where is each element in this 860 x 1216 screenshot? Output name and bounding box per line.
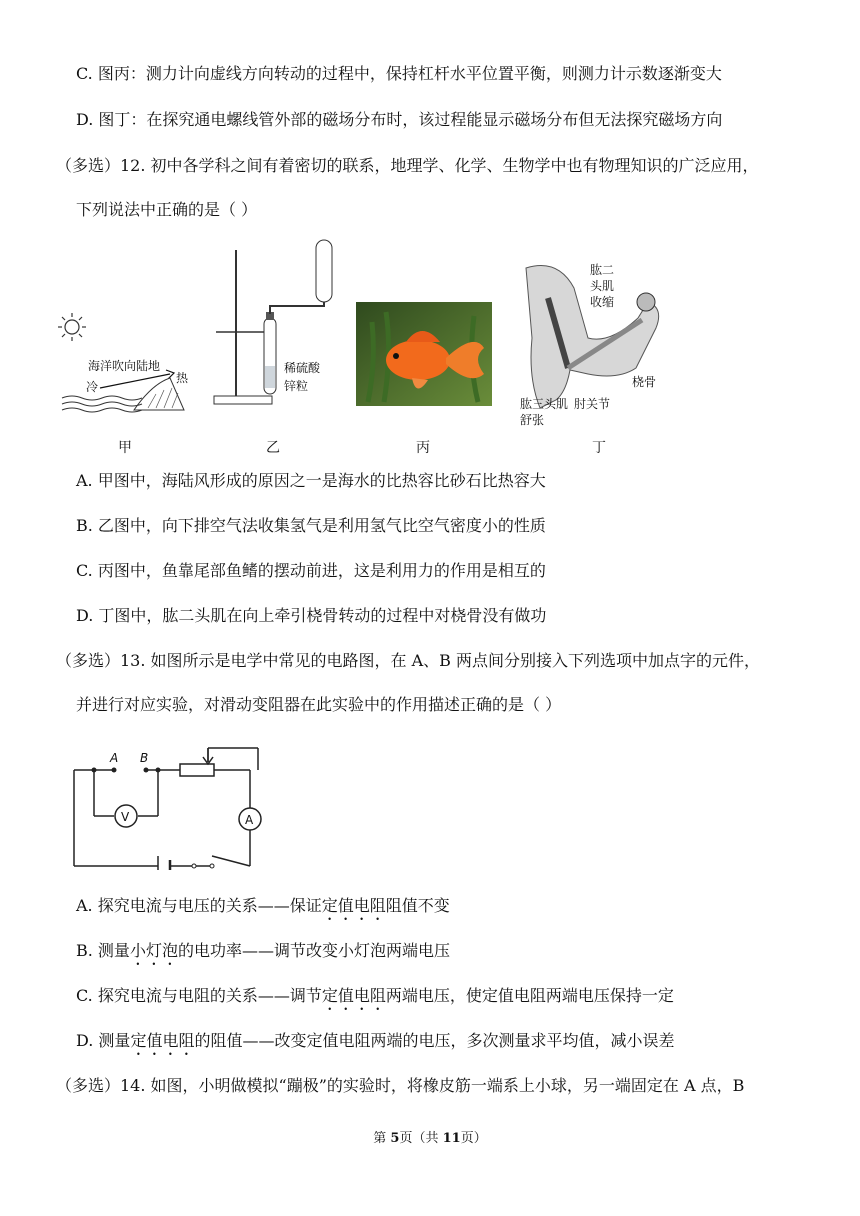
fish-body xyxy=(386,340,450,380)
caption-jia: 甲 xyxy=(118,440,132,456)
question-12-stem-cont: 下列说法中正确的是（ ） xyxy=(76,200,258,219)
collection-tube xyxy=(316,240,332,302)
caption-bing: 丙 xyxy=(416,440,430,456)
figure-jia-sea-breeze xyxy=(52,298,192,414)
caption-ding: 丁 xyxy=(592,440,606,456)
q12-option-b: B. 乙图中，向下排空气法收集氢气是利用氢气比空气密度小的性质 xyxy=(76,516,546,535)
sun-icon xyxy=(58,313,86,341)
q13-option-a: A. 探究电流与电压的关系——保证定值电阻阻值不变 xyxy=(76,896,450,915)
q12-option-a: A. 甲图中，海陆风形成的原因之一是海水的比热容比砂石比热容大 xyxy=(76,471,546,490)
rheostat xyxy=(180,764,214,776)
point-b-label: B xyxy=(140,751,149,765)
question-12-stem: （多选）12. 初中各学科之间有着密切的联系，地理学、化学、生物学中也有物理知识的广泛应用， xyxy=(56,156,759,175)
option-c-prev: C. 图丙：测力计向虚线方向转动的过程中，保持杠杆水平位置平衡，则测力计示数逐渐变大 xyxy=(76,64,722,83)
label-contract: 收缩 xyxy=(590,295,615,309)
switch xyxy=(210,864,214,868)
q13-option-d: D. 测量定值电阻的阻值——改变定值电阻两端的电压，多次测量求平均值，减小误差 xyxy=(76,1031,675,1050)
rheostat-slider xyxy=(203,748,213,764)
figure-bing-goldfish xyxy=(356,302,492,406)
label-dilute-acid: 稀硫酸 xyxy=(284,361,321,375)
question-13-stem: （多选）13. 如图所示是电学中常见的电路图，在 A、B 两点间分别接入下列选项中加点字的元件， xyxy=(56,651,761,670)
label-triceps: 肱三头肌 xyxy=(520,397,569,411)
label-hot: 热 xyxy=(176,371,189,385)
ammeter-label: A xyxy=(245,813,254,827)
page-footer: 第 5页（共 11页） xyxy=(373,1131,487,1146)
stand-base xyxy=(214,396,272,404)
question-13-stem-cont: 并进行对应实验，对滑动变阻器在此实验中的作用描述正确的是（ ） xyxy=(76,695,562,714)
q13-option-c: C. 探究电流与电阻的关系——调节定值电阻两端电压，使定值电阻两端电压保持一定 xyxy=(76,986,674,1005)
figure-circuit xyxy=(66,736,272,870)
q12-option-d: D. 丁图中，肱二头肌在向上牵引桡骨转动的过程中对桡骨没有做功 xyxy=(76,606,547,625)
label-relax: 舒张 xyxy=(520,413,545,427)
option-d-prev: D. 图丁：在探究通电螺线管外部的磁场分布时，该过程能显示磁场分布但无法探究磁场方向 xyxy=(76,110,723,129)
caption-yi: 乙 xyxy=(266,440,280,456)
label-cold: 冷 xyxy=(86,380,99,394)
point-a-label: A xyxy=(110,751,119,765)
q13-option-b: B. 测量小灯泡的电功率——调节改变小灯泡两端电压 xyxy=(76,941,450,960)
voltmeter-label: V xyxy=(121,810,130,824)
label-zinc: 锌粒 xyxy=(284,379,309,393)
q12-option-c: C. 丙图中，鱼靠尾部鱼鳍的摆动前进，这是利用力的作用是相互的 xyxy=(76,561,546,580)
label-radius: 桡骨 xyxy=(632,375,657,389)
figure-ding-arm xyxy=(518,258,668,430)
label-biceps-1: 肱二 xyxy=(590,263,615,277)
label-elbow: 肘关节 xyxy=(574,397,611,411)
sea-waves xyxy=(62,396,142,412)
figure-yi-apparatus xyxy=(212,236,342,414)
question-14-stem: （多选）14. 如图，小明做模拟“蹦极”的实验时，将橡皮筋一端系上小球，另一端固定在 A 点，B xyxy=(56,1076,745,1095)
delivery-tube xyxy=(270,296,324,314)
label-biceps-2: 头肌 xyxy=(590,279,615,293)
label-sea-to-land: 海洋吹向陆地 xyxy=(88,359,161,373)
fist xyxy=(637,293,655,311)
